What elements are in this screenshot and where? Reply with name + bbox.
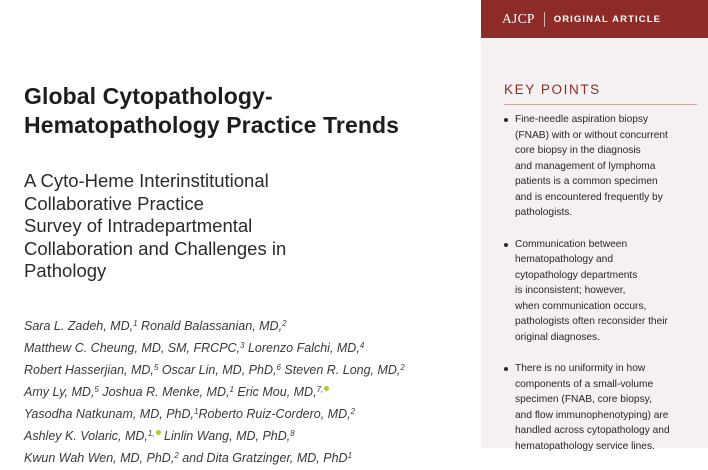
affiliation-superscript: 2 <box>400 363 405 372</box>
key-point-text: and is encountered frequently by <box>515 191 663 203</box>
author-line <box>24 424 444 446</box>
author-name: Amy Ly, MD, <box>24 385 95 399</box>
bullet-icon <box>504 367 508 371</box>
article-title <box>24 82 474 140</box>
key-point-text: and flow immunophenotyping) are <box>515 409 669 421</box>
key-point-item <box>502 361 702 454</box>
key-point-text: cytopathology departments <box>515 269 638 281</box>
author-name: Sara L. Zadeh, MD, <box>24 319 134 333</box>
subtitle-line: Collaboration and Challenges in <box>24 237 287 259</box>
key-point-text: when communication occurs, <box>515 300 647 312</box>
bullet-icon <box>504 118 508 122</box>
subtitle-line: Pathology <box>24 260 107 281</box>
key-point-text: handled across cytopathology and <box>515 425 670 436</box>
key-points-sidebar <box>481 38 708 452</box>
author-name: and Dita Gratzinger, MD, PhD <box>178 451 348 465</box>
key-points-divider <box>504 104 697 105</box>
affiliation-superscript: 1, <box>147 429 155 438</box>
author-line <box>24 358 444 380</box>
key-point-text: is inconsistent; however, <box>515 285 626 296</box>
author-name: Lorenzo Falchi, MD, <box>244 341 360 355</box>
subtitle-line: Collaborative Practice <box>24 192 204 214</box>
affiliation-superscript: 1 <box>133 319 138 328</box>
author-list <box>24 314 444 468</box>
affiliation-superscript: 4 <box>359 341 365 350</box>
key-point-text: Fine-needle aspiration biopsy <box>515 114 649 125</box>
author-name: Matthew C. Cheung, MD, SM, FRCPC, <box>24 341 241 355</box>
header-divider <box>544 12 545 27</box>
key-point-text: hematopathology service lines. <box>515 440 655 452</box>
affiliation-superscript: 7, <box>316 385 324 394</box>
author-name: Steven R. Long, MD, <box>280 363 401 377</box>
affiliation-superscript: 5 <box>153 363 159 372</box>
key-points-heading: KEY POINTS <box>504 82 601 97</box>
affiliation-superscript: 2 <box>174 451 179 460</box>
author-line <box>24 380 444 402</box>
author-name: Oscar Lin, MD, PhD, <box>158 363 277 377</box>
affiliation-superscript: 2 <box>282 319 287 328</box>
key-point-text: original diagnoses. <box>515 331 600 343</box>
affiliation-superscript: 1 <box>193 407 199 416</box>
bullet-icon <box>504 243 508 247</box>
key-point-text: and management of lymphoma <box>515 160 656 172</box>
key-point-text: patients is a common specimen <box>515 176 658 187</box>
key-point-item <box>502 112 702 221</box>
author-name: Yasodha Natkunam, MD, PhD, <box>24 407 194 421</box>
affiliation-superscript: 1 <box>347 451 353 460</box>
article-subtitle <box>24 170 354 283</box>
journal-name: AJCP <box>502 11 535 26</box>
key-point-text: specimen (FNAB, core biopsy, <box>515 394 652 405</box>
key-point-text: (FNAB) with or without concurrent <box>515 129 668 141</box>
author-line <box>24 402 444 424</box>
author-name: Kwun Wah Wen, MD, PhD, <box>24 451 175 465</box>
key-point-text: components of a small-volume <box>515 378 654 390</box>
author-name: Linlin Wang, MD, PhD, <box>160 429 291 443</box>
key-points-list <box>502 112 702 470</box>
orcid-icon[interactable] <box>324 386 329 391</box>
affiliation-superscript: 8 <box>290 429 295 438</box>
affiliation-superscript: 2 <box>350 407 356 416</box>
affiliation-superscript: 5 <box>94 385 99 394</box>
affiliation-superscript: 1 <box>229 385 234 394</box>
author-line <box>24 446 444 468</box>
author-line <box>24 336 444 358</box>
journal-header-bar <box>481 0 708 38</box>
subtitle-line: A Cyto-Heme Interinstitutional <box>24 170 269 191</box>
author-name: Eric Mou, MD, <box>233 385 317 399</box>
title-line: Hematopathology Practice Trends <box>24 112 400 138</box>
key-point-text: pathologists. <box>515 207 573 218</box>
title-line: Global Cytopathology- <box>24 83 273 109</box>
author-line <box>24 314 444 336</box>
key-point-item <box>502 237 702 346</box>
author-name: Joshua R. Menke, MD, <box>98 385 230 399</box>
author-name: Ashley K. Volaric, MD, <box>24 429 148 443</box>
key-point-text: hematopathology and <box>515 254 613 265</box>
affiliation-superscript: 3 <box>240 341 245 350</box>
key-point-text: pathologists often reconsider their <box>515 316 668 327</box>
author-name: Roberto Ruiz-Cordero, MD, <box>198 407 351 421</box>
key-point-text: Communication between <box>515 238 628 250</box>
subtitle-line: Survey of Intradepartmental <box>24 215 253 236</box>
author-name: Robert Hasserjian, MD, <box>24 363 154 377</box>
article-type-label: ORIGINAL ARTICLE <box>553 13 662 25</box>
author-name: Ronald Balassanian, MD, <box>137 319 283 333</box>
affiliation-superscript: 6 <box>276 363 281 372</box>
key-point-text: There is no uniformity in how <box>515 363 646 374</box>
key-point-text: core biopsy in the diagnosis <box>515 145 641 156</box>
